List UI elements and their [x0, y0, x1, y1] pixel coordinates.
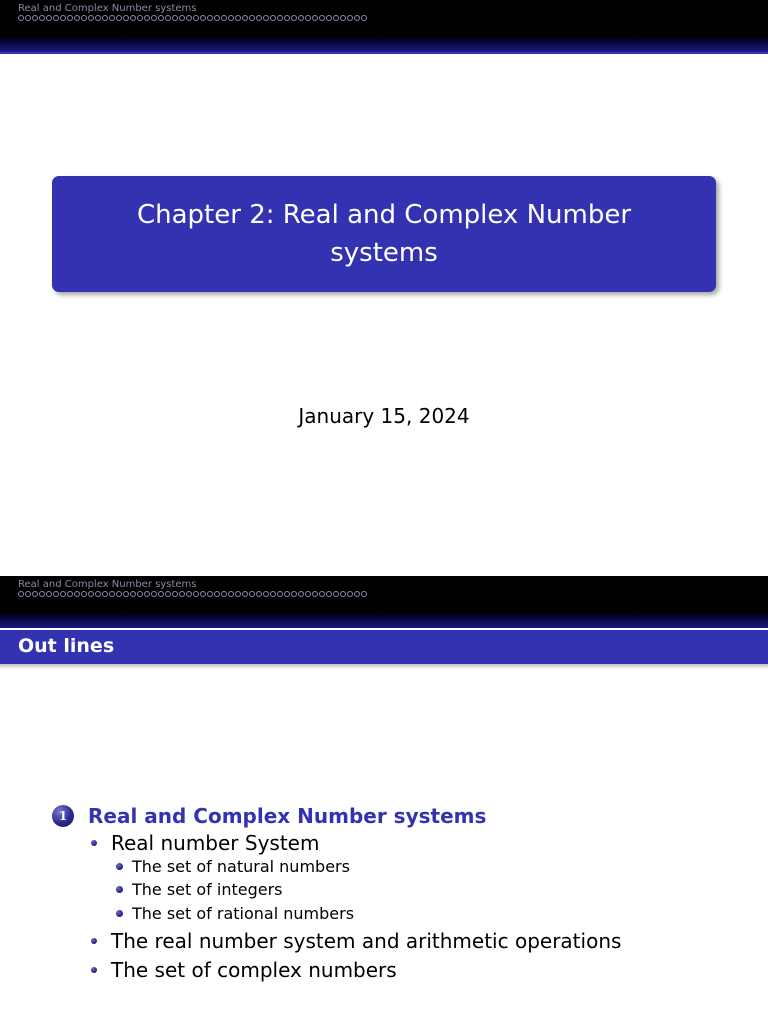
nav-dot-icon[interactable]: [88, 15, 94, 21]
nav-dot-icon[interactable]: [67, 15, 73, 21]
nav-dot-icon[interactable]: [340, 15, 346, 21]
nav-dot-icon[interactable]: [235, 15, 241, 21]
nav-dot-icon[interactable]: [221, 15, 227, 21]
nav-dot-icon[interactable]: [354, 591, 360, 597]
section-number-ball-icon: 1: [52, 805, 74, 827]
outline-slide: [0, 576, 768, 1024]
nav-dot-icon[interactable]: [165, 591, 171, 597]
nav-dot-icon[interactable]: [102, 15, 108, 21]
nav-dot-icon[interactable]: [207, 591, 213, 597]
nav-dot-icon[interactable]: [340, 591, 346, 597]
nav-dot-icon[interactable]: [361, 15, 367, 21]
nav-dot-icon[interactable]: [354, 15, 360, 21]
nav-dot-icon[interactable]: [242, 591, 248, 597]
outline-subitem[interactable]: [116, 880, 283, 899]
nav-dot-icon[interactable]: [186, 591, 192, 597]
slide-header: [0, 0, 768, 36]
outline-subitem-label: The set of integers: [132, 880, 283, 899]
nav-dot-icon[interactable]: [144, 15, 150, 21]
nav-dot-icon[interactable]: [312, 591, 318, 597]
nav-dot-icon[interactable]: [109, 591, 115, 597]
frame-title: Out lines: [18, 635, 115, 657]
nav-dot-icon[interactable]: [284, 15, 290, 21]
nav-dot-icon[interactable]: [116, 15, 122, 21]
nav-dot-icon[interactable]: [270, 15, 276, 21]
outline-item-label: The set of complex numbers: [111, 958, 397, 982]
outline-item[interactable]: [91, 831, 319, 855]
header-divider: [0, 52, 768, 54]
nav-dot-icon[interactable]: [256, 591, 262, 597]
nav-dot-icon[interactable]: [53, 591, 59, 597]
slide-header: [0, 576, 768, 612]
nav-dot-icon[interactable]: [81, 591, 87, 597]
nav-dot-icon[interactable]: [193, 15, 199, 21]
nav-dot-icon[interactable]: [228, 15, 234, 21]
nav-dot-icon[interactable]: [305, 15, 311, 21]
nav-dot-icon[interactable]: [74, 15, 80, 21]
nav-dot-icon[interactable]: [291, 591, 297, 597]
nav-dot-icon[interactable]: [200, 15, 206, 21]
outline-section[interactable]: [52, 804, 486, 828]
nav-dot-icon[interactable]: [172, 591, 178, 597]
nav-dot-icon[interactable]: [102, 591, 108, 597]
nav-dot-icon[interactable]: [137, 15, 143, 21]
nav-dot-icon[interactable]: [95, 591, 101, 597]
nav-dot-icon[interactable]: [116, 591, 122, 597]
nav-dot-icon[interactable]: [249, 15, 255, 21]
bullet-icon: [91, 938, 97, 944]
nav-dot-icon[interactable]: [298, 15, 304, 21]
nav-dot-icon[interactable]: [228, 591, 234, 597]
header-gradient: [0, 36, 768, 52]
nav-dot-icon[interactable]: [333, 15, 339, 21]
nav-dot-icon[interactable]: [326, 591, 332, 597]
nav-dot-icon[interactable]: [235, 591, 241, 597]
nav-dot-icon[interactable]: [200, 591, 206, 597]
nav-dot-icon[interactable]: [256, 15, 262, 21]
nav-dot-icon[interactable]: [60, 15, 66, 21]
outline-subitem-label: The set of rational numbers: [132, 904, 355, 923]
navigation-dots[interactable]: [18, 591, 367, 597]
nav-dot-icon[interactable]: [186, 15, 192, 21]
nav-dot-icon[interactable]: [263, 15, 269, 21]
section-title[interactable]: Real and Complex Number systems: [88, 804, 487, 828]
nav-dot-icon[interactable]: [39, 591, 45, 597]
header-gradient: [0, 612, 768, 628]
nav-dot-icon[interactable]: [88, 591, 94, 597]
nav-dot-icon[interactable]: [81, 15, 87, 21]
nav-dot-icon[interactable]: [298, 591, 304, 597]
nav-dot-icon[interactable]: [249, 591, 255, 597]
presentation-date: January 15, 2024: [298, 404, 470, 428]
navigation-dots[interactable]: [18, 15, 367, 21]
bullet-icon: [116, 886, 123, 893]
nav-dot-icon[interactable]: [25, 15, 31, 21]
nav-dot-icon[interactable]: [284, 591, 290, 597]
nav-dot-icon[interactable]: [312, 15, 318, 21]
nav-dot-icon[interactable]: [207, 15, 213, 21]
nav-dot-icon[interactable]: [165, 15, 171, 21]
nav-dot-icon[interactable]: [39, 15, 45, 21]
outline-subitem[interactable]: [116, 857, 350, 876]
nav-dot-icon[interactable]: [151, 591, 157, 597]
nav-dot-icon[interactable]: [214, 591, 220, 597]
nav-dot-icon[interactable]: [46, 591, 52, 597]
outline-item-label: The real number system and arithmetic operations: [111, 929, 622, 953]
nav-dot-icon[interactable]: [130, 15, 136, 21]
bullet-icon: [116, 910, 123, 917]
nav-dot-icon[interactable]: [347, 591, 353, 597]
nav-dot-icon[interactable]: [18, 15, 24, 21]
nav-dot-icon[interactable]: [32, 591, 38, 597]
nav-dot-icon[interactable]: [179, 15, 185, 21]
nav-dot-icon[interactable]: [95, 15, 101, 21]
bullet-icon: [116, 863, 123, 870]
nav-dot-icon[interactable]: [46, 15, 52, 21]
nav-dot-icon[interactable]: [123, 591, 129, 597]
nav-dot-icon[interactable]: [32, 15, 38, 21]
nav-dot-icon[interactable]: [333, 591, 339, 597]
nav-dot-icon[interactable]: [347, 15, 353, 21]
nav-dot-icon[interactable]: [277, 591, 283, 597]
header-title[interactable]: Real and Complex Number systems: [18, 3, 197, 14]
header-title[interactable]: Real and Complex Number systems: [18, 579, 197, 590]
nav-dot-icon[interactable]: [361, 591, 367, 597]
nav-dot-icon[interactable]: [60, 591, 66, 597]
nav-dot-icon[interactable]: [179, 591, 185, 597]
frame-title-bar: [0, 630, 768, 664]
nav-dot-icon[interactable]: [130, 591, 136, 597]
nav-dot-icon[interactable]: [263, 591, 269, 597]
bullet-icon: [91, 840, 97, 846]
outline-subitem[interactable]: [116, 904, 354, 923]
nav-dot-icon[interactable]: [214, 15, 220, 21]
outline-item[interactable]: [91, 958, 397, 982]
nav-dot-icon[interactable]: [158, 15, 164, 21]
outline-item-label: Real number System: [111, 831, 320, 855]
nav-dot-icon[interactable]: [25, 591, 31, 597]
nav-dot-icon[interactable]: [67, 591, 73, 597]
frame-title-shadow: [0, 664, 768, 669]
nav-dot-icon[interactable]: [242, 15, 248, 21]
nav-dot-icon[interactable]: [277, 15, 283, 21]
bullet-icon: [91, 967, 97, 973]
title-block: [52, 176, 716, 292]
presentation-title: Chapter 2: Real and Complex Number systems: [136, 200, 632, 268]
outline-subitem-label: The set of natural numbers: [132, 857, 350, 876]
nav-dot-icon[interactable]: [305, 591, 311, 597]
nav-dot-icon[interactable]: [319, 591, 325, 597]
nav-dot-icon[interactable]: [74, 591, 80, 597]
nav-dot-icon[interactable]: [291, 15, 297, 21]
nav-dot-icon[interactable]: [326, 15, 332, 21]
nav-dot-icon[interactable]: [151, 15, 157, 21]
nav-dot-icon[interactable]: [270, 591, 276, 597]
nav-dot-icon[interactable]: [221, 591, 227, 597]
nav-dot-icon[interactable]: [319, 15, 325, 21]
nav-dot-icon[interactable]: [172, 15, 178, 21]
nav-dot-icon[interactable]: [144, 591, 150, 597]
nav-dot-icon[interactable]: [18, 591, 24, 597]
outline-item[interactable]: [91, 929, 621, 953]
nav-dot-icon[interactable]: [158, 591, 164, 597]
nav-dot-icon[interactable]: [109, 15, 115, 21]
nav-dot-icon[interactable]: [53, 15, 59, 21]
nav-dot-icon[interactable]: [137, 591, 143, 597]
nav-dot-icon[interactable]: [123, 15, 129, 21]
nav-dot-icon[interactable]: [193, 591, 199, 597]
